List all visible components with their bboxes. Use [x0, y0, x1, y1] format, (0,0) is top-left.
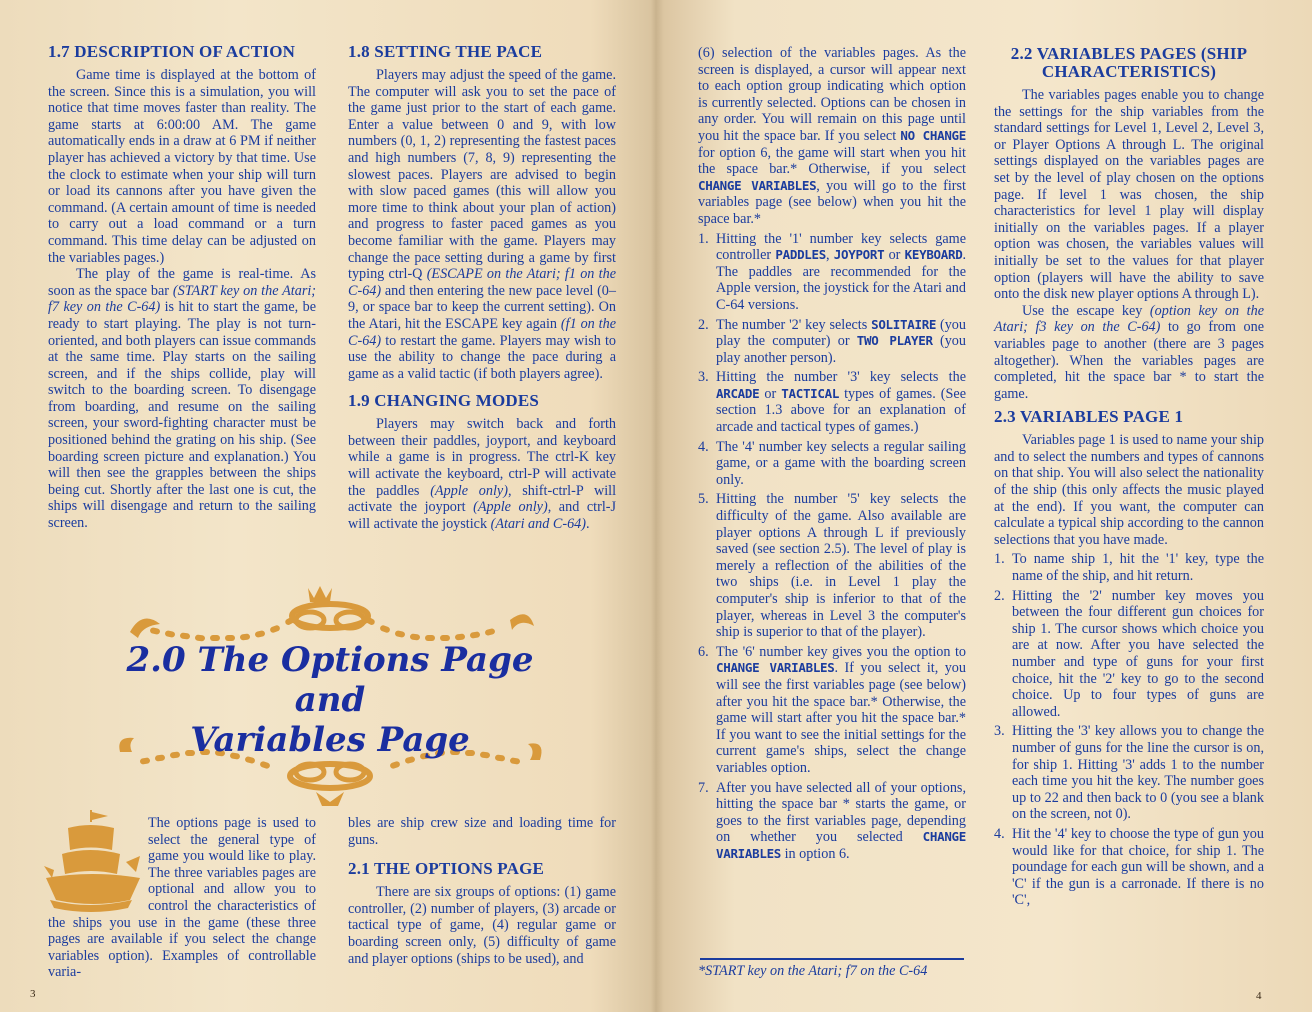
section-heading-1-8: 1.8 SETTING THE PACE [348, 42, 543, 61]
paragraph: The variables pages enable you to change the settings for the ship variables from the standard settings for Level 1, Level 2, Level 3, or Player Options A through L. The original settings displayed on the variables pages are set by the level of play chosen on the options page. If level 1 was chosen, the ship characteristics for level 1 play will display initially on the variables pages. If a player option was chosen, the variables values will initially be set to the values for that player option (players will have the ability to save onto the disk new player options A through L). [994, 87, 1264, 303]
left-page [0, 0, 652, 1012]
list-item: 2. The number '2' key selects SOLITAIRE (you play the computer) or TWO PLAYER (you play another person). [698, 316, 966, 366]
list-item: 4. The '4' number key selects a regular sailing game, or a game with the boarding screen only. [698, 438, 966, 488]
list-item: 1. To name ship 1, hit the '1' key, type the name of the ship, and hit return. [994, 551, 1264, 585]
paragraph: The options page is used to select the general type of game you would like to play. The three variables pages are optional and allow you to control the characteristics of the ships you use in the game (these three pages are available if you select the change variables option). Examples of controllable varia- [48, 815, 316, 981]
list-item: 5. Hitting the number '5' key selects the difficulty of the game. Also available are player options A through L if previously saved (see section 2.5). The level of play is merely a reflection of the abilities of the two ships (i.e. in Level 1 play the computer's ship is inferior to that of the player, whereas in Level 3 the computer's ship is superior to that of the player). [698, 491, 966, 641]
paragraph: (6) selection of the variables pages. As the screen is displayed, a cursor will appear next to each option group indicating which option is currently selected. Options can be chosen in any order. You will remain on this page until you hit the space bar. If you select NO CHANGE for option 6, the game will start when you hit the space bar.* Otherwise, if you select CHANGE VARIABLES, you will go to the first variables page (see below) when you hit the space bar.* [698, 45, 966, 227]
section-heading-2-3: 2.3 VARIABLES PAGE 1 [994, 407, 1184, 427]
column-right-2 [994, 45, 1264, 912]
list-item: 6. The '6' number key gives you the option to CHANGE VARIABLES. If you select it, you will see the first variables page (see below) after you hit the space bar.* Otherwise, the game will start after you hit the space bar.* If you want to see the initial settings for the current game's ships, select the change variables option. [698, 643, 966, 776]
paragraph: Players may switch back and forth between their paddles, joyport, and keyboard while a game is in progress. The ctrl-K key will activate the keyboard, ctrl-P will activate the paddles (Apple only), shift-ctrl-P will activate the joyport (Apple only), and ctrl-J will activate the joystick (Atari and C-64). [348, 416, 617, 532]
paragraph: bles are ship crew size and loading time for guns. [348, 815, 616, 848]
list-item: 3. Hitting the number '3' key selects the ARCADE or TACTICAL types of games. (See section 1.3 above for an explanation of arcade and tactical types of games.) [698, 369, 966, 436]
paragraph: Use the escape key (option key on the Atari; f3 key on the C-64) to go from one variables page to another (there are 3 pages altogether). When the variables pages are completed, hit the space bar * to start the game. [994, 302, 1265, 402]
list-item: 7. After you have selected all of your options, hitting the space bar * starts the game, or goes to the first variables page, depending on whether you selected CHANGE VARIABLES in option 6. [698, 779, 966, 862]
variables-list [994, 551, 1264, 908]
section-heading-1-7: 1.7 DESCRIPTION OF ACTION [48, 42, 296, 61]
paragraph: The play of the game is real-time. As soon as the space bar (START key on the Atari; f7 key on the C-64) is hit to start the game, be ready to start playing. The play is not turn-oriented, and both players can issue commands at the same time. Play starts on the sailing screen, and if the ships collide, play will switch to the boarding screen. To disengage from boarding, and resume on the sailing screen, your sword-fighting character must be positioned behind the grating on his ship. (See boarding screen picture and explanation.) You will then see the grapples between the ships being cut. Shortly after the last one is cut, the ships will disengage and return to the sailing screen. [48, 266, 317, 532]
right-page [660, 0, 1312, 1012]
section-2-0-intro [48, 815, 316, 981]
footnote-rule [700, 958, 964, 960]
paragraph: Variables page 1 is used to name your ship and to select the numbers and types of cannons on that ship. You will also select the nationality of the ship (this only affects the music played at the end). If you want, the computer can calculate a typical ship according to the cannon selections that you have made. [994, 432, 1264, 548]
list-item: 3. Hitting the '3' key allows you to change the number of guns for the line the cursor is on, for ship 1. Hitting '3' adds 1 to the number each time you hit the key. The number goes up to 22 and then back to 0 (you see a blank on the screen, not 0). [994, 723, 1264, 823]
footnote: *START key on the Atari; f7 on the C-64 [698, 963, 928, 979]
section-heading-2-2: 2.2 VARIABLES PAGES (SHIP CHARACTERISTICS) [1010, 44, 1248, 81]
section-heading-1-9: 1.9 CHANGING MODES [348, 391, 540, 411]
page-number: 3 [30, 988, 36, 1000]
section-heading-2-1: 2.1 THE OPTIONS PAGE [348, 859, 545, 879]
chapter-title: 2.0 The Options Page and Variables Page [126, 640, 534, 760]
page-number: 4 [1256, 990, 1262, 1002]
chapter-banner [110, 580, 550, 810]
paragraph: Players may adjust the speed of the game. The computer will ask you to set the pace of the game just prior to the start of each game. Enter a value between 0 and 9, with low numbers (0, 1, 2) representing the fastest paces and high numbers (7, 8, 9) representing the slowest paces. Players are advised to begin with slow paced games (this will allow you more time to think about your plan of action) and progress to faster paced games as you become familiar with the game. Players may change the pace setting during a game by first typing ctrl-Q (ESCAPE on the Atari; f1 on the C-64) and then entering the new pace level (0–9, or space bar to keep the current setting). On the Atari, hit the ESCAPE key again (f1 on the C-64) to restart the game. Players may wish to use the ability to change the pace during a game as a valid tactic (if both players agree). [348, 67, 616, 382]
list-item: 4. Hit the '4' key to choose the type of gun you would like for that choice, for ship 1. The poundage for each gun will be shown, and a 'C' if the gun is a carronade. If there is no 'C', [994, 825, 1264, 909]
column-right-1 [698, 45, 966, 866]
column-left-1 [48, 43, 316, 532]
list-item: 1. Hitting the '1' number key selects game controller PADDLES, JOYPORT or KEYBOARD. The paddles are recommended for the Apple version, the joystick for the Atari and C-64 versions. [698, 230, 966, 313]
paragraph: There are six groups of options: (1) game controller, (2) number of players, (3) arcade or tactical type of game, (4) regular game or boarding screen only, (5) difficulty of game and player options (ships to be used), and [348, 884, 616, 967]
column-left-2-lower [348, 815, 616, 967]
list-item: 2. Hitting the '2' number key moves you between the four different gun choices for ship 1. The cursor shows which choice you are at now. After you have selected the number and type of guns for your first choice, hit the '2' key to go to the second choice. Up to four types of guns are allowed. [994, 587, 1264, 720]
column-left-2 [348, 43, 616, 532]
paragraph: Game time is displayed at the bottom of the screen. Since this is a simulation, you will notice that time moves faster than reality. The game starts at 6:00:00 AM. The game automatically ends in a draw at 6 PM if neither player has achieved a victory by that time. Use the clock to estimate when your ship will turn or load its cannons after you have given the command. (A certain amount of time is needed to carry out a load command or a turn command. This time delay can be adjusted on the variables pages.) [48, 67, 316, 266]
options-list [698, 231, 966, 863]
ship-float-spacer [48, 815, 148, 899]
